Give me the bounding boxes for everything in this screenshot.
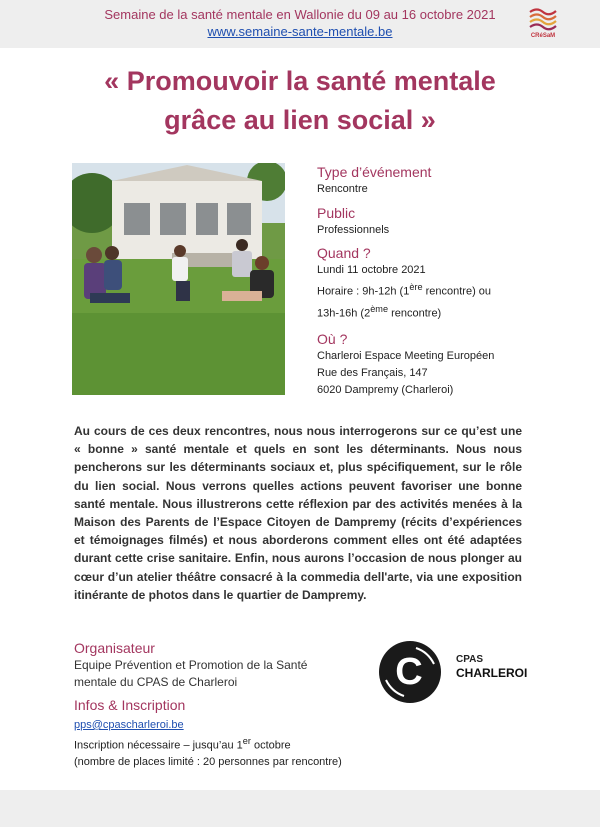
cresam-logo: [528, 6, 558, 42]
cpas-name-line1: CPAS: [456, 654, 484, 665]
event-details: [317, 163, 567, 399]
cpas-c-icon: [378, 640, 442, 704]
inscription-limit: (nombre de places limité : 20 personnes par rencontre): [74, 755, 342, 768]
cresam-waves-icon: [528, 6, 558, 32]
cpas-name-line2: CHARLEROI: [456, 666, 528, 680]
where-label: Où ?: [317, 331, 348, 348]
title-line-1: « Promouvoir la santé mentale: [104, 66, 496, 96]
where-line2: Rue des Français, 147: [317, 367, 428, 380]
event-header: Semaine de la santé mentale en Wallonie du 09 au 16 octobre 2021: [104, 7, 496, 22]
where-line3: 6020 Dampremy (Charleroi): [317, 384, 454, 397]
type-value: Rencontre: [317, 183, 368, 195]
organiser-line1: Equipe Prévention et Promotion de la Santé: [74, 658, 308, 672]
cpas-logo-letter: C: [395, 651, 423, 693]
inscription-label: Infos & Inscription: [74, 697, 186, 713]
organiser-label: Organisateur: [74, 640, 155, 656]
contact-email-link[interactable]: pps@cpascharleroi.be: [74, 719, 184, 731]
where-line1: Charleroi Espace Meeting Européen: [317, 350, 495, 363]
event-photo: [72, 163, 285, 395]
inscription-deadline: Inscription nécessaire – jusqu’au 1er octobre: [74, 736, 291, 752]
footer-band: [0, 790, 600, 827]
when-hours-line2: 13h-16h (2ème rencontre): [317, 303, 442, 320]
header-link-row: [0, 24, 600, 39]
group-photo-image: [72, 163, 285, 395]
cresam-logo-text: CRéSaM: [530, 33, 556, 39]
when-date: Lundi 11 octobre 2021: [317, 264, 426, 276]
type-label: Type d’événement: [317, 164, 432, 180]
page-title: [40, 62, 560, 140]
when-label: Quand ?: [317, 245, 371, 261]
organiser-line2: mentale du CPAS de Charleroi: [74, 675, 238, 689]
event-description: Au cours de ces deux rencontres, nous nous interrogerons sur ce qu’est une « bonne » santé mentale et quels en sont les déterminants. Nous nous pencherons sur les déterminants sociaux et, plus spécifiquement, sur le rôle du lien social. Nous verrons quelles actions peuvent favoriser une bonne santé mentale. Nous illustrerons cette réflexion par des activités menées à la Maison des Parents de l’Espace Citoyen de Dampremy (récits d’expériences et témoignages filmés) et nous aborderons comment elles ont été adaptées durant cette crise sanitaire. Enfin, nous aurons l’occasion de nous plonger au cœur d’un atelier théâtre consacré à la commedia dell'arte, via une exposition itinérante de photos dans le quartier de Dampremy.: [74, 424, 522, 602]
public-value: Professionnels: [317, 224, 390, 236]
organiser-block: [74, 640, 374, 770]
cpas-logo-text: [456, 654, 536, 680]
title-line-2: grâce au lien social »: [164, 105, 436, 136]
cpas-logo: [378, 640, 442, 704]
when-hours-line1: Horaire : 9h-12h (1ère rencontre) ou: [317, 282, 492, 298]
public-label: Public: [317, 205, 356, 221]
website-link[interactable]: www.semaine-sante-mentale.be: [207, 24, 393, 39]
